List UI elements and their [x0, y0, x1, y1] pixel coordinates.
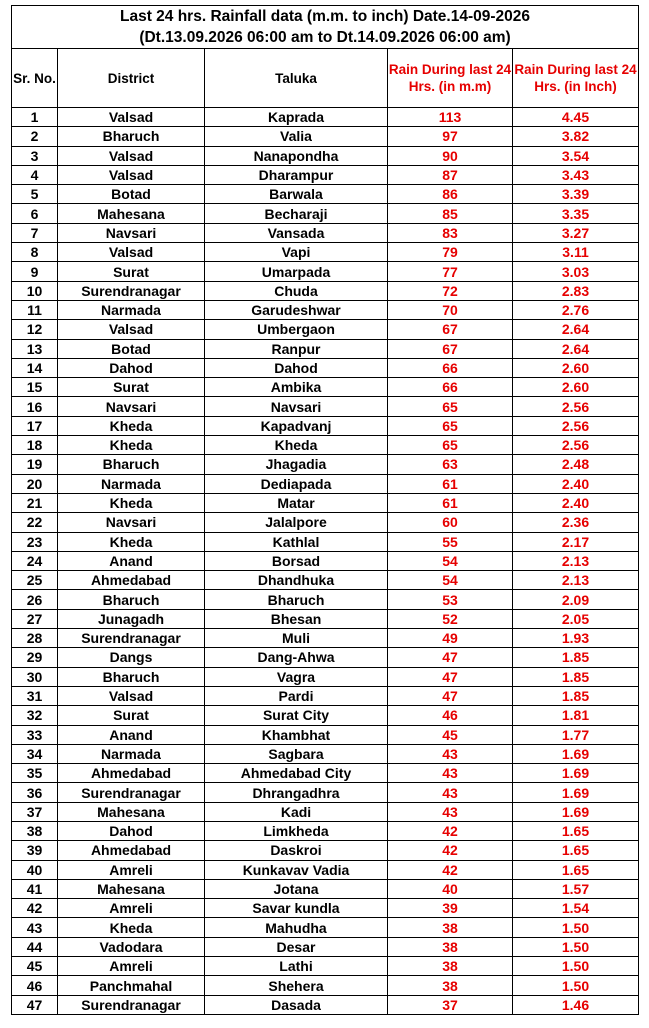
cell-rain-mm: 54 [388, 571, 513, 590]
cell-sr-no: 15 [12, 378, 58, 397]
cell-district: Bharuch [58, 667, 205, 686]
table-row [12, 243, 639, 262]
cell-sr-no: 28 [12, 629, 58, 648]
cell-district: Mahesana [58, 802, 205, 821]
cell-sr-no: 9 [12, 262, 58, 281]
cell-district: Ahmedabad [58, 841, 205, 860]
cell-taluka: Matar [205, 493, 388, 512]
cell-sr-no: 40 [12, 860, 58, 879]
cell-rain-mm: 87 [388, 165, 513, 184]
table-row [12, 725, 639, 744]
cell-taluka: Dasada [205, 995, 388, 1014]
cell-rain-mm: 49 [388, 629, 513, 648]
cell-rain-inch: 1.57 [513, 879, 639, 898]
cell-taluka: Borsad [205, 551, 388, 570]
cell-rain-mm: 43 [388, 802, 513, 821]
cell-sr-no: 35 [12, 764, 58, 783]
cell-rain-mm: 46 [388, 706, 513, 725]
cell-rain-inch: 2.56 [513, 436, 639, 455]
cell-rain-mm: 39 [388, 899, 513, 918]
cell-district: Mahesana [58, 204, 205, 223]
cell-rain-inch: 1.69 [513, 744, 639, 763]
cell-rain-inch: 4.45 [513, 108, 639, 127]
cell-sr-no: 27 [12, 609, 58, 628]
cell-rain-inch: 2.60 [513, 378, 639, 397]
cell-taluka: Limkheda [205, 821, 388, 840]
cell-rain-mm: 47 [388, 667, 513, 686]
cell-rain-inch: 1.65 [513, 860, 639, 879]
cell-sr-no: 34 [12, 744, 58, 763]
cell-rain-inch: 1.54 [513, 899, 639, 918]
cell-district: Valsad [58, 686, 205, 705]
cell-taluka: Dang-Ahwa [205, 648, 388, 667]
cell-taluka: Vagra [205, 667, 388, 686]
cell-rain-mm: 97 [388, 127, 513, 146]
table-row [12, 108, 639, 127]
cell-rain-inch: 1.65 [513, 841, 639, 860]
table-row [12, 300, 639, 319]
cell-taluka: Jalalpore [205, 513, 388, 532]
table-row [12, 262, 639, 281]
cell-rain-inch: 1.93 [513, 629, 639, 648]
table-row [12, 416, 639, 435]
cell-taluka: Lathi [205, 957, 388, 976]
cell-taluka: Vansada [205, 223, 388, 242]
cell-rain-inch: 1.65 [513, 821, 639, 840]
report-period: (Dt.13.09.2026 06:00 am to Dt.14.09.2026 06:00 am) [12, 27, 639, 49]
table-row [12, 378, 639, 397]
table-row [12, 165, 639, 184]
cell-taluka: Ambika [205, 378, 388, 397]
cell-taluka: Ahmedabad City [205, 764, 388, 783]
cell-rain-mm: 40 [388, 879, 513, 898]
cell-sr-no: 18 [12, 436, 58, 455]
cell-district: Valsad [58, 320, 205, 339]
cell-taluka: Becharaji [205, 204, 388, 223]
cell-taluka: Bhesan [205, 609, 388, 628]
table-row [12, 571, 639, 590]
cell-rain-inch: 2.17 [513, 532, 639, 551]
cell-district: Dangs [58, 648, 205, 667]
cell-rain-mm: 38 [388, 976, 513, 995]
table-row [12, 146, 639, 165]
table-row [12, 667, 639, 686]
cell-rain-inch: 2.56 [513, 397, 639, 416]
cell-rain-inch: 2.05 [513, 609, 639, 628]
cell-rain-inch: 2.76 [513, 300, 639, 319]
cell-sr-no: 23 [12, 532, 58, 551]
table-row [12, 397, 639, 416]
table-row [12, 764, 639, 783]
cell-rain-mm: 38 [388, 918, 513, 937]
table-row [12, 629, 639, 648]
cell-taluka: Jhagadia [205, 455, 388, 474]
cell-rain-inch: 1.50 [513, 918, 639, 937]
cell-rain-mm: 55 [388, 532, 513, 551]
cell-district: Amreli [58, 860, 205, 879]
cell-rain-inch: 3.35 [513, 204, 639, 223]
table-row [12, 551, 639, 570]
cell-rain-mm: 65 [388, 436, 513, 455]
cell-rain-mm: 113 [388, 108, 513, 127]
cell-taluka: Khambhat [205, 725, 388, 744]
cell-rain-mm: 63 [388, 455, 513, 474]
cell-district: Navsari [58, 223, 205, 242]
cell-rain-mm: 60 [388, 513, 513, 532]
header-district: District [58, 49, 205, 108]
cell-rain-inch: 3.82 [513, 127, 639, 146]
cell-taluka: Barwala [205, 185, 388, 204]
cell-sr-no: 1 [12, 108, 58, 127]
cell-district: Kheda [58, 532, 205, 551]
cell-rain-mm: 72 [388, 281, 513, 300]
header-rain-inch: Rain During last 24 Hrs. (in Inch) [513, 49, 639, 108]
cell-district: Botad [58, 339, 205, 358]
cell-rain-inch: 1.77 [513, 725, 639, 744]
cell-district: Bharuch [58, 455, 205, 474]
cell-rain-mm: 70 [388, 300, 513, 319]
cell-rain-inch: 3.39 [513, 185, 639, 204]
cell-taluka: Dahod [205, 358, 388, 377]
cell-rain-inch: 1.50 [513, 937, 639, 956]
cell-rain-mm: 67 [388, 339, 513, 358]
table-row [12, 223, 639, 242]
cell-taluka: Jotana [205, 879, 388, 898]
cell-taluka: Navsari [205, 397, 388, 416]
cell-sr-no: 20 [12, 474, 58, 493]
cell-sr-no: 44 [12, 937, 58, 956]
cell-district: Bharuch [58, 590, 205, 609]
cell-rain-inch: 2.83 [513, 281, 639, 300]
cell-district: Ahmedabad [58, 764, 205, 783]
cell-district: Surendranagar [58, 281, 205, 300]
rainfall-table [11, 5, 639, 1015]
cell-rain-inch: 2.48 [513, 455, 639, 474]
table-row [12, 937, 639, 956]
cell-district: Junagadh [58, 609, 205, 628]
cell-rain-inch: 2.64 [513, 339, 639, 358]
table-row [12, 358, 639, 377]
cell-taluka: Dhandhuka [205, 571, 388, 590]
cell-sr-no: 26 [12, 590, 58, 609]
cell-sr-no: 14 [12, 358, 58, 377]
table-body [12, 108, 639, 1015]
cell-rain-mm: 42 [388, 841, 513, 860]
cell-taluka: Kadi [205, 802, 388, 821]
cell-taluka: Mahudha [205, 918, 388, 937]
table-row [12, 821, 639, 840]
cell-taluka: Kathlal [205, 532, 388, 551]
cell-taluka: Bharuch [205, 590, 388, 609]
table-row [12, 860, 639, 879]
cell-district: Vadodara [58, 937, 205, 956]
cell-taluka: Kapadvanj [205, 416, 388, 435]
cell-sr-no: 24 [12, 551, 58, 570]
cell-rain-inch: 3.03 [513, 262, 639, 281]
cell-sr-no: 41 [12, 879, 58, 898]
cell-sr-no: 47 [12, 995, 58, 1014]
cell-district: Surat [58, 378, 205, 397]
cell-rain-mm: 66 [388, 378, 513, 397]
cell-district: Surendranagar [58, 783, 205, 802]
table-row [12, 841, 639, 860]
cell-taluka: Desar [205, 937, 388, 956]
cell-sr-no: 32 [12, 706, 58, 725]
cell-sr-no: 31 [12, 686, 58, 705]
cell-rain-mm: 90 [388, 146, 513, 165]
cell-district: Navsari [58, 513, 205, 532]
cell-district: Navsari [58, 397, 205, 416]
cell-rain-inch: 1.85 [513, 667, 639, 686]
cell-sr-no: 37 [12, 802, 58, 821]
cell-district: Mahesana [58, 879, 205, 898]
title-row-2 [12, 27, 639, 49]
cell-rain-inch: 1.85 [513, 686, 639, 705]
cell-rain-mm: 43 [388, 783, 513, 802]
table-row [12, 436, 639, 455]
table-row [12, 127, 639, 146]
cell-rain-inch: 3.43 [513, 165, 639, 184]
cell-rain-mm: 42 [388, 821, 513, 840]
cell-district: Narmada [58, 300, 205, 319]
cell-sr-no: 30 [12, 667, 58, 686]
cell-sr-no: 16 [12, 397, 58, 416]
table-row [12, 455, 639, 474]
header-rain-mm: Rain During last 24 Hrs. (in m.m) [388, 49, 513, 108]
table-row [12, 204, 639, 223]
cell-sr-no: 8 [12, 243, 58, 262]
cell-district: Botad [58, 185, 205, 204]
cell-rain-mm: 61 [388, 493, 513, 512]
cell-district: Kheda [58, 493, 205, 512]
cell-rain-mm: 47 [388, 648, 513, 667]
cell-sr-no: 7 [12, 223, 58, 242]
cell-sr-no: 21 [12, 493, 58, 512]
table-row [12, 802, 639, 821]
cell-sr-no: 45 [12, 957, 58, 976]
cell-rain-mm: 77 [388, 262, 513, 281]
cell-rain-inch: 1.69 [513, 764, 639, 783]
table-row [12, 590, 639, 609]
cell-sr-no: 17 [12, 416, 58, 435]
table-row [12, 918, 639, 937]
cell-sr-no: 43 [12, 918, 58, 937]
cell-district: Surat [58, 706, 205, 725]
cell-district: Ahmedabad [58, 571, 205, 590]
cell-taluka: Vapi [205, 243, 388, 262]
cell-rain-inch: 1.69 [513, 783, 639, 802]
cell-rain-inch: 1.50 [513, 976, 639, 995]
cell-sr-no: 11 [12, 300, 58, 319]
cell-rain-inch: 2.40 [513, 474, 639, 493]
cell-district: Surendranagar [58, 629, 205, 648]
cell-sr-no: 36 [12, 783, 58, 802]
cell-rain-mm: 61 [388, 474, 513, 493]
cell-district: Bharuch [58, 127, 205, 146]
cell-district: Anand [58, 725, 205, 744]
table-row [12, 281, 639, 300]
cell-district: Valsad [58, 146, 205, 165]
table-row [12, 879, 639, 898]
cell-rain-inch: 1.46 [513, 995, 639, 1014]
cell-rain-mm: 54 [388, 551, 513, 570]
cell-sr-no: 46 [12, 976, 58, 995]
table-row [12, 339, 639, 358]
cell-taluka: Dediapada [205, 474, 388, 493]
cell-rain-inch: 2.40 [513, 493, 639, 512]
cell-rain-inch: 3.11 [513, 243, 639, 262]
cell-district: Amreli [58, 899, 205, 918]
cell-taluka: Kheda [205, 436, 388, 455]
cell-taluka: Chuda [205, 281, 388, 300]
table-row [12, 706, 639, 725]
cell-rain-inch: 2.13 [513, 551, 639, 570]
cell-taluka: Sagbara [205, 744, 388, 763]
cell-taluka: Kaprada [205, 108, 388, 127]
cell-district: Dahod [58, 358, 205, 377]
cell-taluka: Umarpada [205, 262, 388, 281]
cell-rain-inch: 1.85 [513, 648, 639, 667]
cell-sr-no: 4 [12, 165, 58, 184]
cell-rain-inch: 2.09 [513, 590, 639, 609]
cell-sr-no: 6 [12, 204, 58, 223]
cell-taluka: Garudeshwar [205, 300, 388, 319]
table-row [12, 744, 639, 763]
cell-rain-inch: 2.56 [513, 416, 639, 435]
cell-district: Kheda [58, 436, 205, 455]
cell-rain-mm: 86 [388, 185, 513, 204]
table-row [12, 783, 639, 802]
cell-sr-no: 5 [12, 185, 58, 204]
cell-district: Valsad [58, 243, 205, 262]
cell-taluka: Daskroi [205, 841, 388, 860]
cell-rain-mm: 85 [388, 204, 513, 223]
cell-taluka: Nanapondha [205, 146, 388, 165]
cell-taluka: Shehera [205, 976, 388, 995]
cell-district: Narmada [58, 474, 205, 493]
cell-sr-no: 10 [12, 281, 58, 300]
table-row [12, 185, 639, 204]
cell-district: Valsad [58, 108, 205, 127]
table-row [12, 995, 639, 1014]
cell-sr-no: 29 [12, 648, 58, 667]
cell-rain-inch: 3.27 [513, 223, 639, 242]
table-row [12, 899, 639, 918]
cell-rain-mm: 47 [388, 686, 513, 705]
cell-rain-mm: 83 [388, 223, 513, 242]
title-row-1 [12, 6, 639, 28]
header-sr-no: Sr. No. [12, 49, 58, 108]
cell-district: Valsad [58, 165, 205, 184]
table-row [12, 957, 639, 976]
cell-rain-inch: 1.69 [513, 802, 639, 821]
cell-district: Anand [58, 551, 205, 570]
cell-rain-mm: 38 [388, 937, 513, 956]
header-taluka: Taluka [205, 49, 388, 108]
cell-taluka: Ranpur [205, 339, 388, 358]
cell-taluka: Umbergaon [205, 320, 388, 339]
cell-district: Kheda [58, 918, 205, 937]
cell-sr-no: 25 [12, 571, 58, 590]
cell-district: Surat [58, 262, 205, 281]
table-row [12, 320, 639, 339]
table-row [12, 686, 639, 705]
cell-rain-mm: 66 [388, 358, 513, 377]
cell-rain-mm: 43 [388, 764, 513, 783]
cell-rain-mm: 53 [388, 590, 513, 609]
cell-sr-no: 2 [12, 127, 58, 146]
cell-district: Kheda [58, 416, 205, 435]
table-row [12, 532, 639, 551]
cell-district: Narmada [58, 744, 205, 763]
cell-sr-no: 19 [12, 455, 58, 474]
cell-rain-inch: 2.64 [513, 320, 639, 339]
cell-sr-no: 12 [12, 320, 58, 339]
cell-district: Amreli [58, 957, 205, 976]
cell-sr-no: 33 [12, 725, 58, 744]
table-row [12, 976, 639, 995]
cell-rain-mm: 65 [388, 397, 513, 416]
report-title: Last 24 hrs. Rainfall data (m.m. to inch) Date.14-09-2026 [12, 6, 639, 28]
cell-rain-mm: 45 [388, 725, 513, 744]
table-row [12, 493, 639, 512]
cell-rain-inch: 1.50 [513, 957, 639, 976]
header-row [12, 49, 639, 108]
cell-taluka: Pardi [205, 686, 388, 705]
cell-rain-inch: 1.81 [513, 706, 639, 725]
cell-rain-mm: 38 [388, 957, 513, 976]
cell-rain-mm: 42 [388, 860, 513, 879]
cell-taluka: Savar kundla [205, 899, 388, 918]
cell-rain-inch: 2.13 [513, 571, 639, 590]
cell-sr-no: 22 [12, 513, 58, 532]
cell-rain-mm: 67 [388, 320, 513, 339]
table-row [12, 474, 639, 493]
cell-rain-inch: 3.54 [513, 146, 639, 165]
cell-sr-no: 13 [12, 339, 58, 358]
cell-sr-no: 39 [12, 841, 58, 860]
cell-rain-mm: 79 [388, 243, 513, 262]
table-row [12, 648, 639, 667]
cell-rain-inch: 2.60 [513, 358, 639, 377]
cell-taluka: Surat City [205, 706, 388, 725]
cell-district: Dahod [58, 821, 205, 840]
cell-taluka: Kunkavav Vadia [205, 860, 388, 879]
cell-rain-mm: 43 [388, 744, 513, 763]
cell-taluka: Dharampur [205, 165, 388, 184]
cell-rain-mm: 52 [388, 609, 513, 628]
table-row [12, 609, 639, 628]
cell-rain-inch: 2.36 [513, 513, 639, 532]
cell-district: Surendranagar [58, 995, 205, 1014]
cell-sr-no: 3 [12, 146, 58, 165]
cell-taluka: Muli [205, 629, 388, 648]
cell-sr-no: 38 [12, 821, 58, 840]
cell-taluka: Valia [205, 127, 388, 146]
cell-district: Panchmahal [58, 976, 205, 995]
cell-taluka: Dhrangadhra [205, 783, 388, 802]
table-row [12, 513, 639, 532]
cell-rain-mm: 65 [388, 416, 513, 435]
cell-rain-mm: 37 [388, 995, 513, 1014]
cell-sr-no: 42 [12, 899, 58, 918]
rainfall-report [11, 5, 638, 1015]
